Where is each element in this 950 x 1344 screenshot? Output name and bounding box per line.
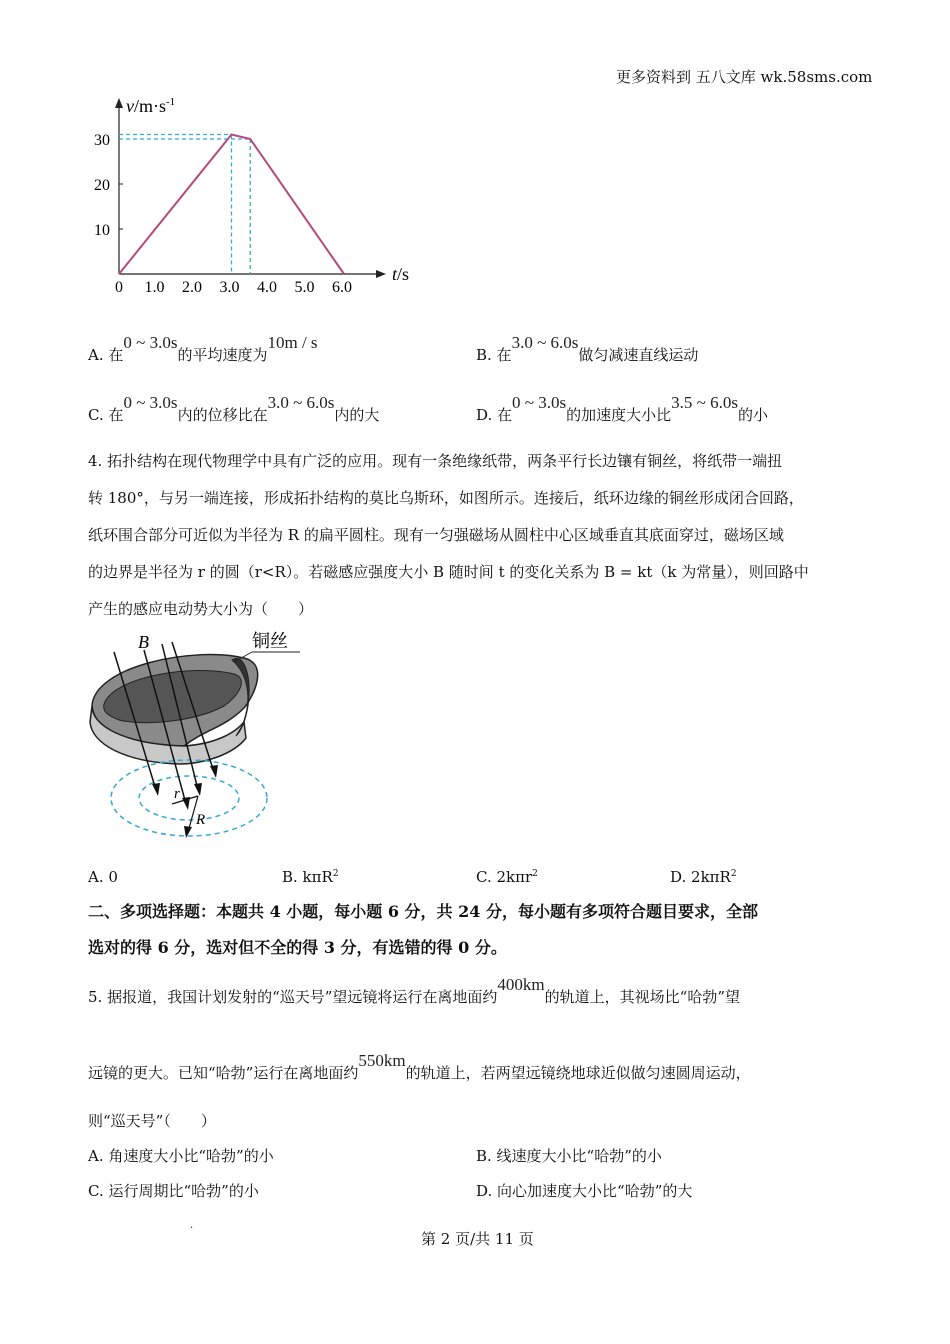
header-source: 更多资料到 五八文库 wk.58sms.com — [616, 68, 873, 86]
q3-option-b: B. 在3.0 ~ 6.0s做匀减速直线运动 — [476, 333, 699, 364]
q3-option-a: A. 在0 ~ 3.0s的平均速度为10m / s — [88, 333, 318, 364]
field-label-B: B — [138, 632, 149, 652]
field-arrow — [152, 783, 160, 796]
q4-line: 纸环围合部分可近似为半径为 R 的扁平圆柱。现有一匀强磁场从圆柱中心区域垂直其底面穿过，磁场区域 — [88, 526, 784, 544]
q4-option-c: C. 2kπr$^2$ — [476, 868, 538, 886]
q5-line2: 远镜的更大。已知“哈勃”运行在离地面约550km的轨道上，若两望远镜绕地球近似做匀速圆周运动， — [88, 1051, 751, 1082]
x-tick-label: 6.0 — [332, 279, 352, 296]
x-axis-arrow — [376, 270, 386, 278]
x-tick-label: 3.0 — [219, 279, 240, 296]
q4-line: 产生的感应电动势大小为（ ） — [88, 600, 314, 618]
vt-series-line — [119, 135, 344, 275]
y-tick-label: 20 — [94, 177, 110, 194]
y-tick-label: 30 — [94, 132, 110, 149]
q5-line1: 5. 据报道，我国计划发射的“巡天号”望远镜将运行在离地面约400km的轨道上，其视场比“哈勃”望 — [88, 975, 740, 1006]
q5-option-a: A. 角速度大小比“哈勃”的小 — [88, 1147, 274, 1165]
y-axis-label: $v/m\cdot s^{-1}$ — [126, 96, 176, 116]
x-tick-label: 5.0 — [294, 279, 315, 296]
mobius-figure — [84, 626, 314, 846]
vt-chart — [86, 90, 416, 310]
footer-dot: . — [190, 1220, 194, 1231]
radius-r-label: r — [174, 786, 180, 802]
q4-line: 转 180°，与另一端连接，形成拓扑结构的莫比乌斯环，如图所示。连接后，纸环边缘的铜丝形成闭合回路， — [88, 489, 804, 507]
field-arrow — [210, 765, 218, 778]
q4-line: 的边界是半径为 r 的圆（r<R）。若磁感应强度大小 B 随时间 t 的变化关系为 B = kt（k 为常量），则回路中 — [88, 563, 809, 581]
radius-R-label: R — [196, 812, 206, 828]
q4-option-d: D. 2kπR$^2$ — [670, 868, 737, 886]
q5-option-c: C. 运行周期比“哈勃”的小 — [88, 1182, 259, 1200]
y-tick-label: 10 — [94, 222, 110, 239]
q4-stem — [88, 443, 868, 628]
wire-label: 铜丝 — [252, 631, 288, 651]
q4-line: 4. 拓扑结构在现代物理学中具有广泛的应用。现有一条绝缘纸带，两条平行长边镶有铜丝，将纸带一端扭 — [88, 452, 783, 470]
x-tick-label: 0 — [115, 279, 123, 296]
q5-line3: 则“巡天号”（ ） — [88, 1112, 216, 1130]
q5-option-d: D. 向心加速度大小比“哈勃”的大 — [476, 1182, 693, 1200]
field-arrow — [194, 783, 202, 796]
section2-heading: 二、多项选择题：本题共 4 小题，每小题 6 分，共 24 分，每小题有多项符合题目要求，全部 选对的得 6 分，选对但不全的得 3 分，有选错的得 0 分。 — [88, 902, 758, 957]
q5-option-b: B. 线速度大小比“哈勃”的小 — [476, 1147, 662, 1165]
q3-option-c: C. 在0 ~ 3.0s内的位移比在3.0 ~ 6.0s内的大 — [88, 393, 380, 424]
page-number: 第 2 页/共 11 页 — [421, 1230, 534, 1248]
q4-option-b: B. kπR$^2$ — [282, 868, 339, 886]
x-tick-label: 4.0 — [257, 279, 277, 296]
q3-option-d: D. 在0 ~ 3.0s的加速度大小比3.5 ~ 6.0s的小 — [476, 393, 768, 424]
x-tick-label: 1.0 — [144, 279, 165, 296]
y-axis-arrow — [115, 98, 123, 108]
q4-option-a: A. 0 — [88, 868, 118, 886]
x-tick-label: 2.0 — [182, 279, 202, 296]
x-axis-label: t/s — [392, 264, 410, 284]
